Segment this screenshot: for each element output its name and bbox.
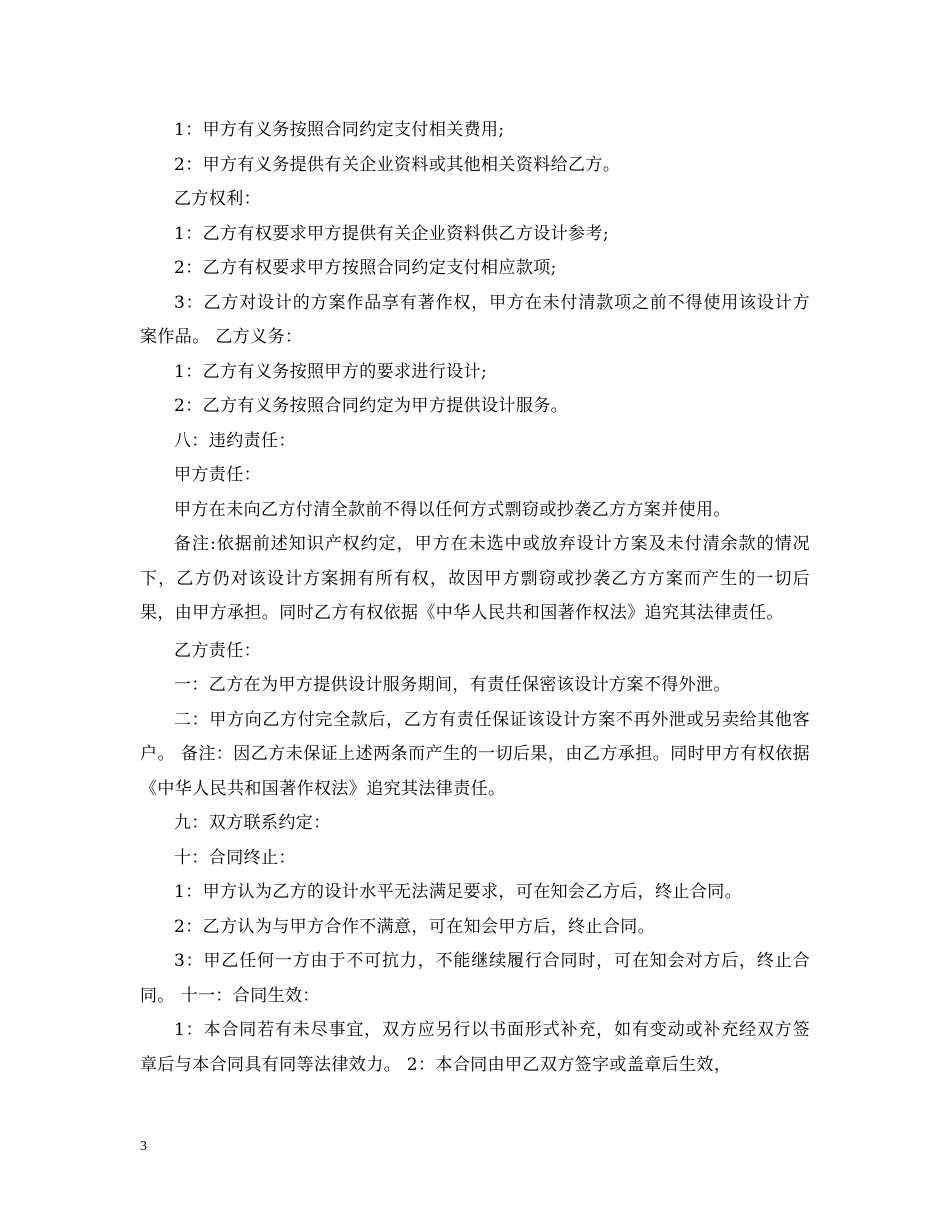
paragraph: 1：本合同若有未尽事宜，双方应另行以书面形式补充，如有变动或补充经双方签章后与本合同具有同等法律效力。 2：本合同由甲乙双方签字或盖章后生效，	[140, 1020, 810, 1075]
page-number: 3	[140, 1139, 147, 1154]
paragraph: 1：乙方有权要求甲方提供有关企业资料供乙方设计参考;	[174, 223, 609, 244]
paragraph: 备注:依据前述知识产权约定，甲方在未选中或放弃设计方案及未付清余款的情况下，乙方仍对该设计方案拥有所有权，故因甲方剽窃或抄袭乙方方案而产生的一切后果，由甲方承担。同时乙方有权依据《中华人民共和国著作权法》追究其法律责任。	[140, 534, 810, 623]
section-heading: 乙方责任：	[174, 640, 261, 661]
section-heading: 甲方责任：	[174, 465, 261, 485]
section-heading: 八：违约责任：	[174, 430, 296, 451]
paragraph: 2：乙方有权要求甲方按照合同约定支付相应款项;	[174, 258, 557, 278]
paragraph: 2：甲方有义务提供有关企业资料或其他相关资料给乙方。	[174, 154, 621, 175]
paragraph: 1：甲方有义务按照合同约定支付相关费用;	[174, 120, 505, 140]
paragraph: 3：甲乙任何一方由于不可抗力，不能继续履行合同时，可在知会对方后，终止合同。 十一：合同生效：	[140, 951, 810, 1006]
document-body	[140, 113, 810, 1082]
paragraph: 2：乙方有义务按照合同约定为甲方提供设计服务。	[174, 396, 569, 416]
section-heading: 十：合同终止：	[174, 847, 296, 868]
paragraph: 二：甲方向乙方付完全款后，乙方有责任保证该设计方案不再外泄或另卖给其他客户。 备注：因乙方未保证上述两条而产生的一切后果，由乙方承担。同时甲方有权依据《中华人民共和国著作权法》追究其法律责任。	[140, 709, 810, 799]
paragraph: 一：乙方在为甲方提供设计服务期间，有责任保密该设计方案不得外泄。	[174, 675, 731, 695]
paragraph: 甲方在未向乙方付清全款前不得以任何方式剽窃或抄袭乙方方案并使用。	[174, 499, 731, 520]
section-heading: 九：双方联系约定：	[174, 813, 331, 833]
paragraph: 1：甲方认为乙方的设计水平无法满足要求，可在知会乙方后，终止合同。	[174, 882, 743, 902]
section-heading: 乙方权利：	[174, 189, 261, 209]
paragraph: 2：乙方认为与甲方合作不满意，可在知会甲方后，终止合同。	[174, 916, 656, 937]
paragraph: 1：乙方有义务按照甲方的要求进行设计;	[174, 361, 488, 382]
paragraph: 3：乙方对设计的方案作品享有著作权，甲方在未付清款项之前不得使用该设计方案作品。 乙方义务：	[140, 292, 810, 347]
